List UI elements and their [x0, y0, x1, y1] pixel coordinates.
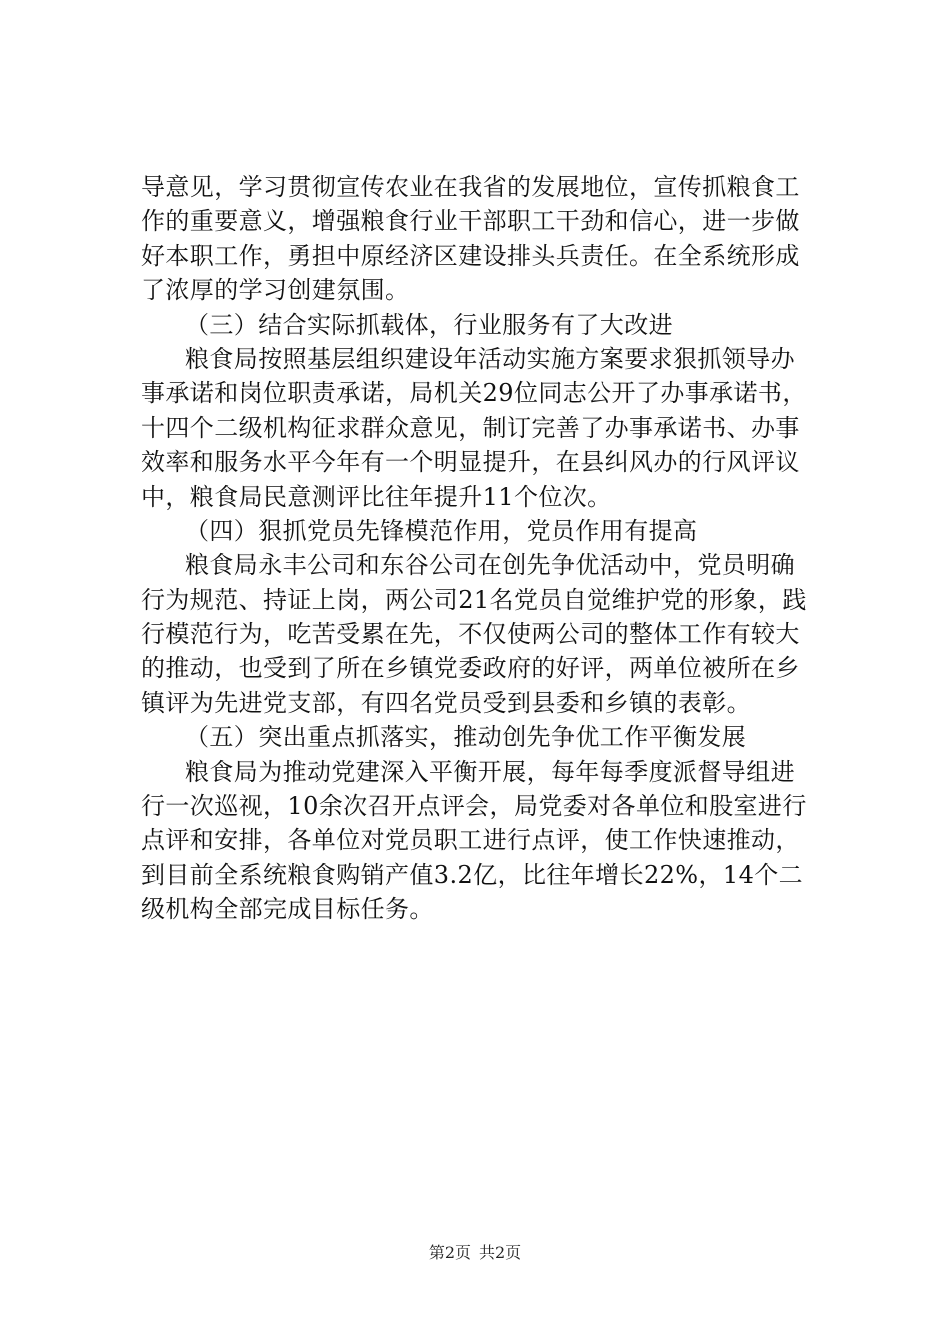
page-footer	[0, 1243, 950, 1263]
text-line: 镇评为先进党支部，有四名党员受到县委和乡镇的表彰。	[141, 688, 751, 717]
section-heading-5: （五）突出重点抓落实，推动创先争优工作平衡发展	[185, 723, 747, 752]
document-body	[141, 170, 811, 927]
text-line: 粮食局为推动党建深入平衡开展，每年每季度派督导组进	[185, 757, 795, 786]
text-line: 十四个二级机构征求群众意见，制订完善了办事承诺书、办事	[141, 413, 800, 442]
text-line: 中，粮食局民意测评比往年提升11个位次。	[141, 482, 612, 511]
page-total: 共2页	[479, 1243, 522, 1262]
text-line: 作的重要意义，增强粮食行业干部职工干劲和信心，进一步做	[141, 207, 800, 236]
text-line: 点评和安排，各单位对党员职工进行点评，使工作快速推动，	[141, 826, 800, 855]
text-line: 粮食局永丰公司和东谷公司在创先争优活动中，党员明确	[185, 551, 795, 580]
section-heading-3: （三）结合实际抓载体，行业服务有了大改进	[185, 310, 673, 339]
text-line: 到目前全系统粮食购销产值3.2亿，比往年增长22%，14个二	[141, 860, 804, 889]
text-line: 导意见，学习贯彻宣传农业在我省的发展地位，宣传抓粮食工	[141, 173, 800, 201]
text-line: 事承诺和岗位职责承诺，局机关29位同志公开了办事承诺书，	[141, 379, 807, 408]
text-line: 效率和服务水平今年有一个明显提升，在县纠风办的行风评议	[141, 448, 800, 477]
text-line: 粮食局按照基层组织建设年活动实施方案要求狠抓领导办	[185, 344, 795, 373]
text-line: 好本职工作，勇担中原经济区建设排头兵责任。在全系统形成	[141, 241, 800, 270]
text-line: 级机构全部完成目标任务。	[141, 895, 434, 924]
text-line: 行一次巡视，10余次召开点评会，局党委对各单位和股室进行	[141, 792, 807, 821]
text-line: 行模范行为，吃苦受累在先，不仅使两公司的整体工作有较大	[141, 620, 800, 649]
text-line: 了浓厚的学习创建氛围。	[141, 276, 410, 305]
page-number: 第2页	[428, 1243, 471, 1262]
text-line: 的推动，也受到了所在乡镇党委政府的好评，两单位被所在乡	[141, 654, 800, 683]
section-heading-4: （四）狠抓党员先锋模范作用，党员作用有提高	[185, 516, 698, 545]
text-line: 行为规范、持证上岗，两公司21名党员自觉维护党的形象，践	[141, 585, 807, 614]
